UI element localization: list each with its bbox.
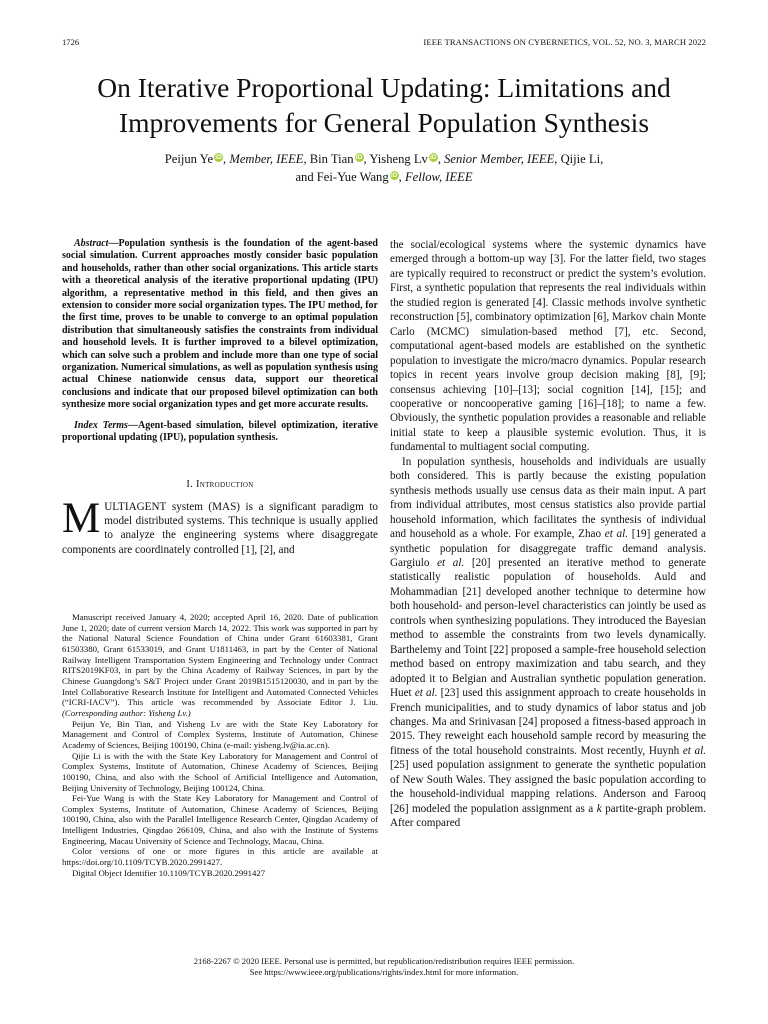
paragraph-text: [23] used this assignment approach to create households in French municipalities, and to study dynamics of labor status and job changes. Ma and Srinivasan [24] proposed a fitness-based approach in 2015. They reweight each household sample record by measuring the fitness of the total household constraints. Most recently, Huynh [390,687,706,757]
body-paragraph: the social/ecological systems where the systemic dynamics have emerged through a bottom-up way [3]. For the latter field, two stages are typically required to reconstruct or predict the system’s evolution. First, a synthetic population that represents the real individuals within the studied region is generated [4]. Classic methods involve synthetic reconstruction [5], combinatory optimization [6], Markov chain Monte Carlo (MCMC) simulation-based method [7], etc. Second, computational agent-based models are established on the synthetic population to investigate the micro/macro dynamics. Popular research topics in recent years involve group decision making [8], [9]; consensus achieving [10]–[13]; social cognition [14], [15]; and cooperative or noncooperative gaming [16]–[18]; to name a few. Obviously, the synthetic population provides a reasonable and reliable initial state to keep a plausible systemic evolution. Thus, it is fundamental to multiagent social computing. [390,239,706,454]
author-name: Fei-Yue Wang [316,170,389,184]
orcid-icon[interactable]: iD [215,154,222,161]
copyright-line-1: 2168-2267 © 2020 IEEE. Personal use is permitted, but republication/redistribution requires IEEE permission. [193,956,575,966]
abstract [62,238,378,412]
footnote-affiliation: Qijie Li is with the with the State Key Laboratory for Management and Control of Complex Systems, Institute of Automation, Chinese Academy of Sciences, Beijing 100190, China, and also with the School of Artificial Intelligence and Automation, Beijing University of Technology, Beijing 100124, China. [62,750,378,793]
math-k: k [596,802,602,815]
drop-cap-lead-word: ULTIAGENT [104,500,167,513]
paragraph-text: [19] generated a synthetic population for disaggregate traffic demand analysis. Gargiulo [390,528,706,569]
abstract-text: —Population synthesis is the foundation of the agent-based social simulation. Current approaches mostly consider basic population and households, rather than other social organizations. This article starts with a theoretical analysis of the iterative proportional updating (IPU) algorithm, a representative method in this field, and then gives an extension to consider more social organization types. The IPU method, for the first time, proves to be unable to converge to an optimal population distribution that simultaneously satisfies the constraints from individual and household levels. It is further improved to a bilevel optimization, which can solve such a problem and include more than one type of social organization. Numerical simulations, as well as population synthesis using actual Chinese nationwide census data, support our theoretical conclusions and indicate that our proposed bilevel optimization can both synthesize more social organization types and get more accurate results. [62,238,378,411]
page-number: 1726 [62,37,80,47]
author-conjunction: and [295,170,314,184]
footnote-manuscript [62,612,378,719]
footnote-affiliation: Fei-Yue Wang is with the State Key Laboratory for Management and Control of Complex Systems, Institute of Automation, Chinese Academy of Sciences, Beijing 100190, China, also with the Parallel Intelligence Research Center, Qingdao Academy of Intelligent Industries, Qingdao 266109, China, and also with the Institute of Systems Engineering, Macau University of Science and Technology, Macau, China. [62,793,378,846]
index-terms-label: Index Terms [74,419,128,431]
abstract-label: Abstract [74,238,109,249]
orcid-icon[interactable]: iD [430,154,437,161]
copyright-notice [0,956,768,978]
section-heading [62,479,378,490]
author-name: Yisheng Lv [369,152,428,166]
paper-title [30,70,738,140]
orcid-icon[interactable]: iD [390,172,398,179]
author-name: Peijun Ye [164,152,214,166]
paragraph-text: [25] used population assignment to generate the synthetic population of New South Wales. They assigned the basic population according to the household-individual mapping relations. Anderson and Farooq [26] modeled the population assignment as a [390,759,706,815]
left-column [62,238,378,557]
index-terms [62,420,378,445]
author-list [40,150,728,186]
footnote-doi: Digital Object Identifier 10.1109/TCYB.2020.2991427 [72,867,266,878]
footnote-manuscript-text: Manuscript received January 4, 2020; accepted April 16, 2020. Date of publication June 1, 2020; date of current version March 14, 2022. This work was supported in part by the National Natural Science Foundation of China under Grant 61603381, Grant 61503380, Grant 61533019, and Grant U1811463, in part by the Center of National Railway Intelligent Transportation System Engineering and Technology under Contract RITS2019KF03, in part by the China Academy of Railway Sciences, in part by the Chinese Guangdong’s S&T Project under Grant 2019B1515120030, and in part by the Intel Collaborative Research Institute for Intelligent and Automated Connected Vehicles (“ICRI-IACV”). This article was recommended by Associate Editor J. Liu. [62,612,378,708]
et-al: et al. [414,687,438,700]
body-paragraph [390,455,706,831]
copyright-line-2: See https://www.ieee.org/publications/rights/index.html for more information. [249,967,519,977]
corresponding-author: (Corresponding author: Yisheng Lv.) [62,707,191,718]
author-membership: Fellow, IEEE [404,170,473,184]
et-al: et al. [604,528,629,541]
orcid-icon[interactable]: iD [355,154,363,161]
right-column [390,238,706,831]
paragraph-text: In population synthesis, households and individuals are usually both considered. This is partly because the existing population synthesis methods usually use census data as their main input. A part from individual attributes, most census statistics also provide partial household information, which facilitates the synthesis of individual and household as a whole. For example, Zhao [390,455,706,541]
et-al: et al. [682,744,706,757]
paper-title-line-1: On Iterative Proportional Updating: Limitations and [97,72,671,103]
paragraph-text: partite-graph problem. After compared [390,802,706,830]
drop-cap: M [62,494,101,542]
section-title: Introduction [195,478,254,490]
author-line-1: Peijun Ye iD, Member, IEEE, Bin Tian iD, Yisheng Lv iD, Senior Member, IEEE, Qijie Li, [164,152,604,166]
author-name: Bin Tian [309,152,354,166]
author-membership: Senior Member, IEEE [444,152,555,166]
intro-paragraph [62,494,378,558]
paragraph-text: [20] presented an iterative method to generate statistically realistic population of households. Auld and Mohammadian [21] developed another technique to determine how both household- and person-level characteristics can jointly be used as controls when synthesizing populations. They introduced the Bayesian method to assemble the constraints from two levels dynamically. Barthelemy and Toint [22] proposed a sample-free household selection method based on entropy maximization and tabu search, and they adopted it to Belgian and Australian synthetic population generation. Huet [390,556,706,700]
footnote-affiliation: Peijun Ye, Bin Tian, and Yisheng Lv are with the State Key Laboratory for Management and Control of Complex Systems, Institute of Automation, Chinese Academy of Sciences, Beijing 100190, China (e-mail: yisheng.lv@ia.ac.cn). [62,718,378,750]
paper-title-line-2: Improvements for General Population Synthesis [118,107,650,138]
author-membership: Member, IEEE [229,152,304,166]
author-line-2: and Fei-Yue Wang iD, Fellow, IEEE [295,170,473,184]
journal-header: IEEE TRANSACTIONS ON CYBERNETICS, VOL. 52, NO. 3, MARCH 2022 [423,37,706,47]
footnote-color-versions: Color versions of one or more figures in this article are available at https://doi.org/10.1109/TCYB.2020.2991427. [62,846,378,868]
index-terms-text: —Agent-based simulation, bilevel optimization, iterative proportional updating (IPU), population synthesis. [62,419,378,444]
intro-text: system (MAS) is a significant paradigm to model distributed systems. This technique is usually applied to analyze the engineering systems where disaggregate components are coordinately controlled [1], [2], and [62,500,378,556]
footnotes [62,612,378,878]
author-name: Qijie Li, [560,152,604,166]
section-number: I. [186,478,194,490]
et-al: et al. [437,556,465,569]
